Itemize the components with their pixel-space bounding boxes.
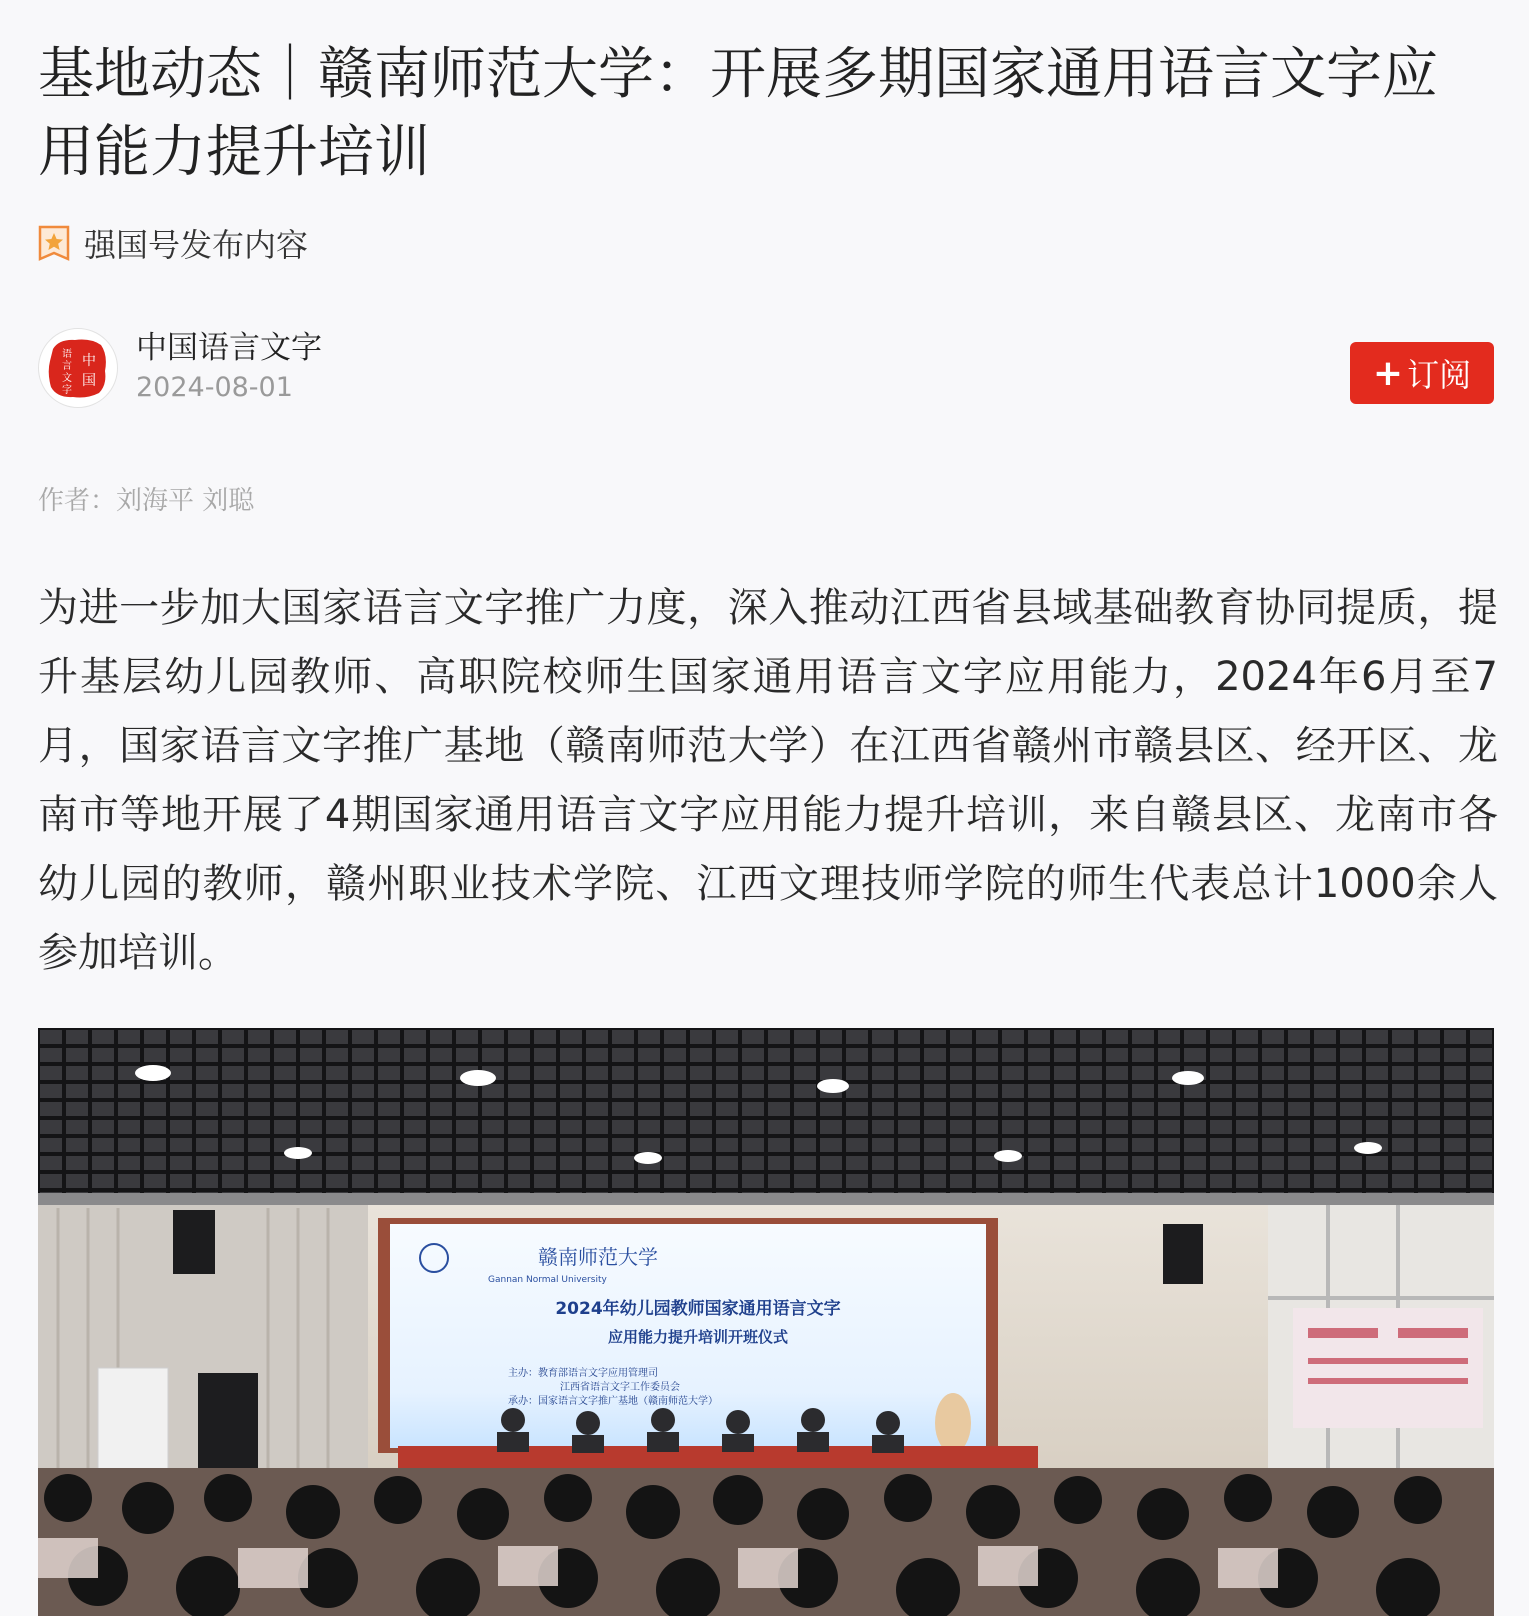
article-body-paragraph: 为进一步加大国家语言文字推广力度，深入推动江西省县域基础教育协同提质，提升基层幼儿园教师、高职院校师生国家通用语言文字应用能力，2024年6月至7月，国家语言文字推广基地（赣南师范大学）在江西省赣州市赣县区、经开区、龙南市等地开展了4期国家通用语言文字应用能力提升培训，来自赣县区、龙南市各幼儿园的教师，赣州职业技术学院、江西文理技师学院的师生代表总计1000余人参加培训。 <box>38 585 1498 976</box>
screen-organizer-line2: 江西省语言文字工作委员会 <box>560 1382 680 1393</box>
subscribe-button[interactable] <box>1350 342 1494 404</box>
bookmark-star-icon <box>38 225 70 261</box>
screen-organizer-line3: 承办：国家语言文字推广基地（赣南师范大学） <box>508 1396 718 1407</box>
svg-text:文: 文 <box>62 373 72 384</box>
svg-text:字: 字 <box>62 385 72 396</box>
training-ceremony-photo <box>38 1028 1494 1616</box>
article-title: 基地动态｜赣南师范大学：开展多期国家通用语言文字应用能力提升培训 <box>38 42 1438 185</box>
screen-school-name: 赣南师范大学 <box>538 1245 658 1269</box>
article-byline: 作者：刘海平 刘聪 <box>38 486 255 516</box>
subscribe-label: 订阅 <box>1407 356 1472 394</box>
publish-date: 2024-08-01 <box>136 372 293 403</box>
svg-text:语: 语 <box>62 349 72 360</box>
publisher-info <box>38 328 322 408</box>
svg-text:言: 言 <box>62 361 72 372</box>
publisher-name[interactable]: 中国语言文字 <box>136 330 322 366</box>
publisher-seal-logo <box>45 335 111 401</box>
publisher-meta <box>136 328 322 408</box>
svg-text:国: 国 <box>82 373 96 389</box>
plus-icon: + <box>1372 352 1404 394</box>
screen-organizer-line1: 主办：教育部语言文字应用管理司 <box>508 1368 658 1379</box>
screen-school-name-en: Gannan Normal University <box>488 1275 607 1285</box>
screen-title-line1: 2024年幼儿园教师国家通用语言文字 <box>555 1299 841 1319</box>
source-label-row <box>38 218 308 268</box>
source-label: 强国号发布内容 <box>84 226 309 264</box>
screen-title-line2: 应用能力提升培训开班仪式 <box>607 1328 789 1346</box>
article-photo[interactable] <box>38 1028 1494 1616</box>
publisher-avatar[interactable] <box>38 328 118 408</box>
svg-text:中: 中 <box>82 353 96 369</box>
